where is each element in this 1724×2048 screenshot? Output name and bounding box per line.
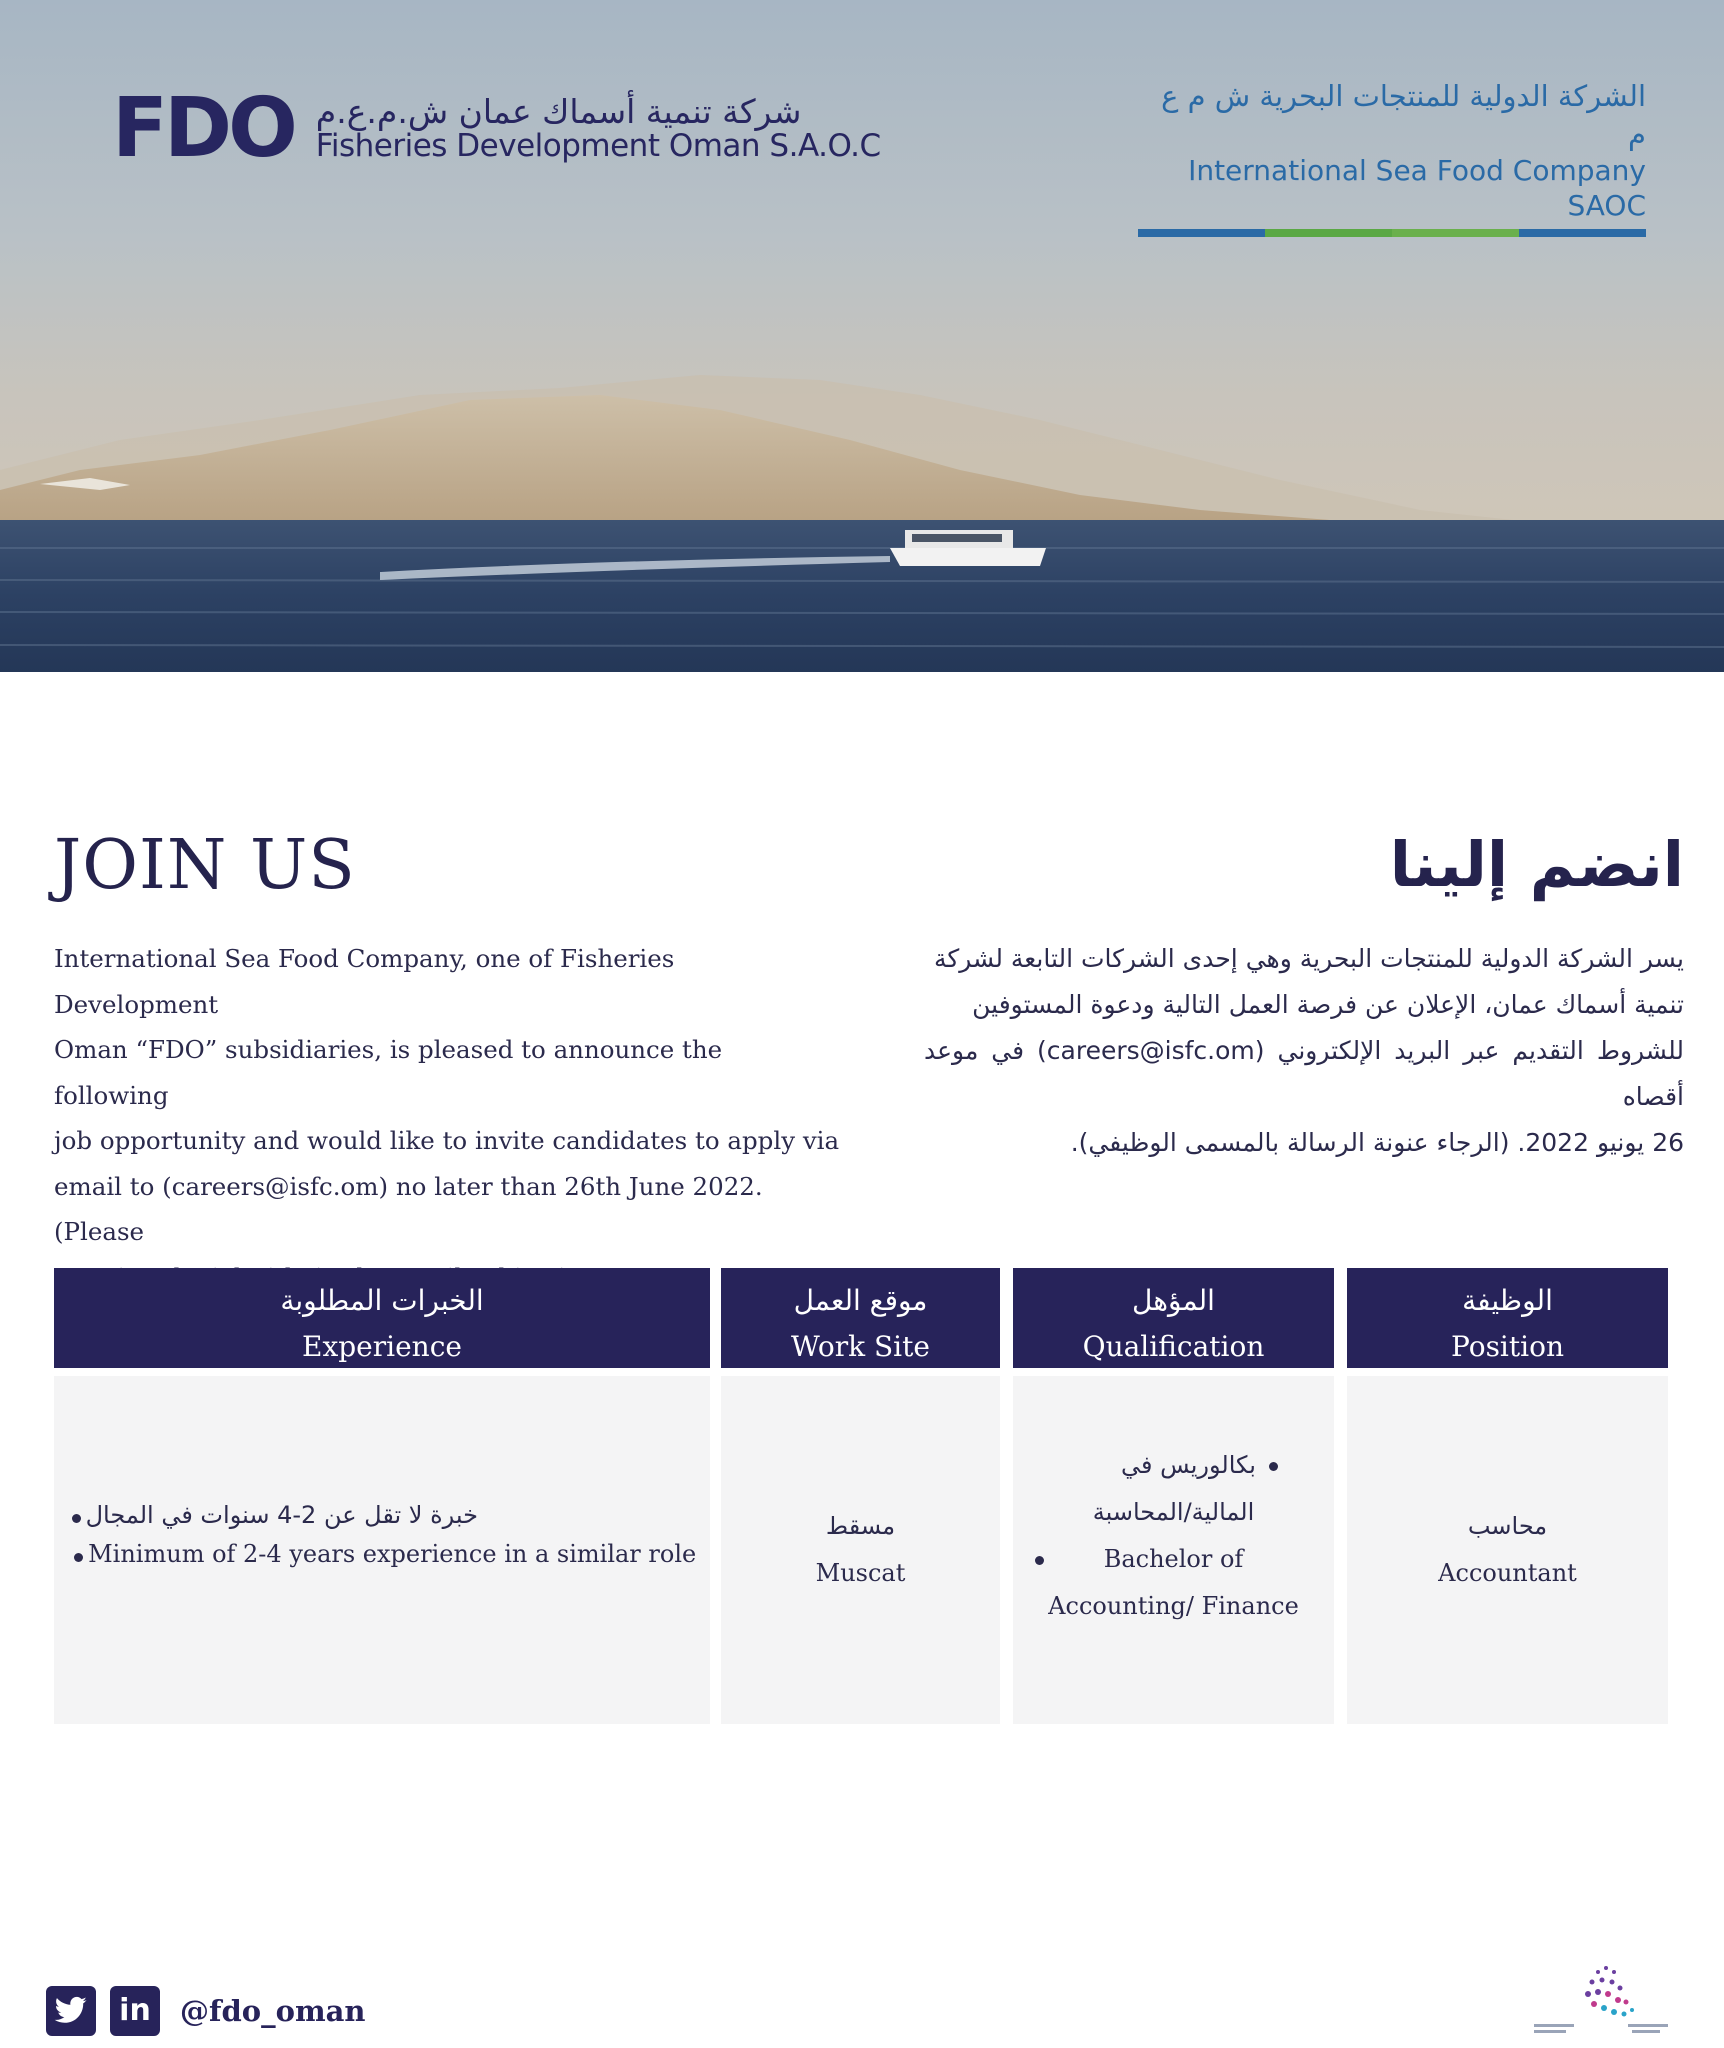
fdo-logo	[112, 81, 881, 176]
intro-paragraph-ar	[924, 936, 1684, 1166]
isfc-logo-name-ar: الشركة الدولية للمنتجات البحرية ش م ع م	[1161, 79, 1646, 151]
experience-en: Minimum of 2-4 years experience in a similar role	[88, 1540, 697, 1568]
experience-ar: خبرة لا تقل عن 2-4 سنوات في المجال	[85, 1501, 478, 1529]
hero-banner	[0, 0, 1724, 672]
header-experience	[54, 1268, 710, 1368]
qualification-ar-line2: المالية/المحاسبة	[1092, 1498, 1255, 1526]
header-experience-ar: الخبرات المطلوبة	[280, 1284, 484, 1317]
position-en: Accountant	[1438, 1559, 1577, 1587]
intro-paragraph-en	[54, 936, 844, 1300]
header-position	[1347, 1268, 1668, 1368]
cell-work-site	[721, 1376, 1000, 1724]
fdo-logo-mark: FDO	[112, 81, 294, 176]
qualification-en-line2: Accounting/ Finance	[1048, 1592, 1299, 1620]
intro-en-line: email to (careers@isfc.om) no later than 26th June 2022. (Please	[54, 1171, 763, 1246]
fdo-logo-name-ar: شركة تنمية أسماك عمان ش.م.ع.م	[315, 91, 802, 131]
cell-qualification	[1013, 1376, 1334, 1724]
header-work-site-ar: موقع العمل	[793, 1284, 928, 1317]
fdo-logo-name-en: Fisheries Development Oman S.A.O.C	[315, 128, 881, 165]
intro-ar-line: تنمية أسماك عمان، الإعلان عن فرصة العمل التالية ودعوة المستوفين	[972, 990, 1684, 1019]
join-us-title: JOIN US	[54, 826, 356, 905]
bullet-icon	[74, 1553, 83, 1562]
intro-en-line: job opportunity and would like to invite candidates to apply via	[54, 1126, 840, 1155]
header-experience-en: Experience	[302, 1330, 462, 1363]
work-site-en: Muscat	[815, 1559, 906, 1587]
header-work-site-en: Work Site	[791, 1330, 930, 1363]
intro-ar-line: 26 يونيو 2022. (الرجاء عنونة الرسالة بالمسمى الوظيفي).	[1070, 1128, 1684, 1157]
intro-ar-line: للشروط التقديم عبر البريد الإلكتروني (careers@isfc.om) في موعد أقصاه	[924, 1036, 1685, 1111]
header-qualification-ar: المؤهل	[1132, 1284, 1215, 1317]
intro-en-line: International Sea Food Company, one of Fisheries Development	[54, 944, 675, 1019]
header-qualification	[1013, 1268, 1334, 1368]
bullet-icon	[72, 1514, 81, 1523]
twitter-icon[interactable]	[46, 1986, 96, 2036]
header-position-en: Position	[1451, 1330, 1564, 1363]
join-us-title-ar: انضم إلينا	[1389, 828, 1684, 901]
linkedin-icon[interactable]: in	[110, 1986, 160, 2036]
isfc-logo	[1138, 78, 1646, 237]
work-site-ar: مسقط	[825, 1512, 896, 1540]
position-ar: محاسب	[1467, 1512, 1548, 1540]
social-links	[46, 1986, 366, 2036]
cell-position	[1347, 1376, 1668, 1724]
bullet-icon	[1035, 1556, 1044, 1565]
bullet-icon	[1269, 1462, 1278, 1471]
intro-en-line: Oman “FDO” subsidiaries, is pleased to announce the following	[54, 1035, 723, 1110]
qualification-en-line1: Bachelor of	[1103, 1545, 1244, 1573]
isfc-logo-color-bar	[1138, 229, 1646, 237]
qualification-ar-line1: بكالوريس في	[1121, 1451, 1256, 1479]
header-work-site	[721, 1268, 1000, 1368]
oman-vision-2040-logo	[1528, 1958, 1678, 2042]
cell-experience	[54, 1376, 710, 1724]
intro-ar-line: يسر الشركة الدولية للمنتجات البحرية وهي إحدى الشركات التابعة لشركة	[933, 944, 1684, 973]
header-qualification-en: Qualification	[1082, 1330, 1265, 1363]
header-position-ar: الوظيفة	[1462, 1284, 1553, 1317]
isfc-logo-name-en: International Sea Food Company SAOC	[1188, 154, 1646, 223]
social-handle[interactable]: @fdo_oman	[180, 1994, 366, 2028]
